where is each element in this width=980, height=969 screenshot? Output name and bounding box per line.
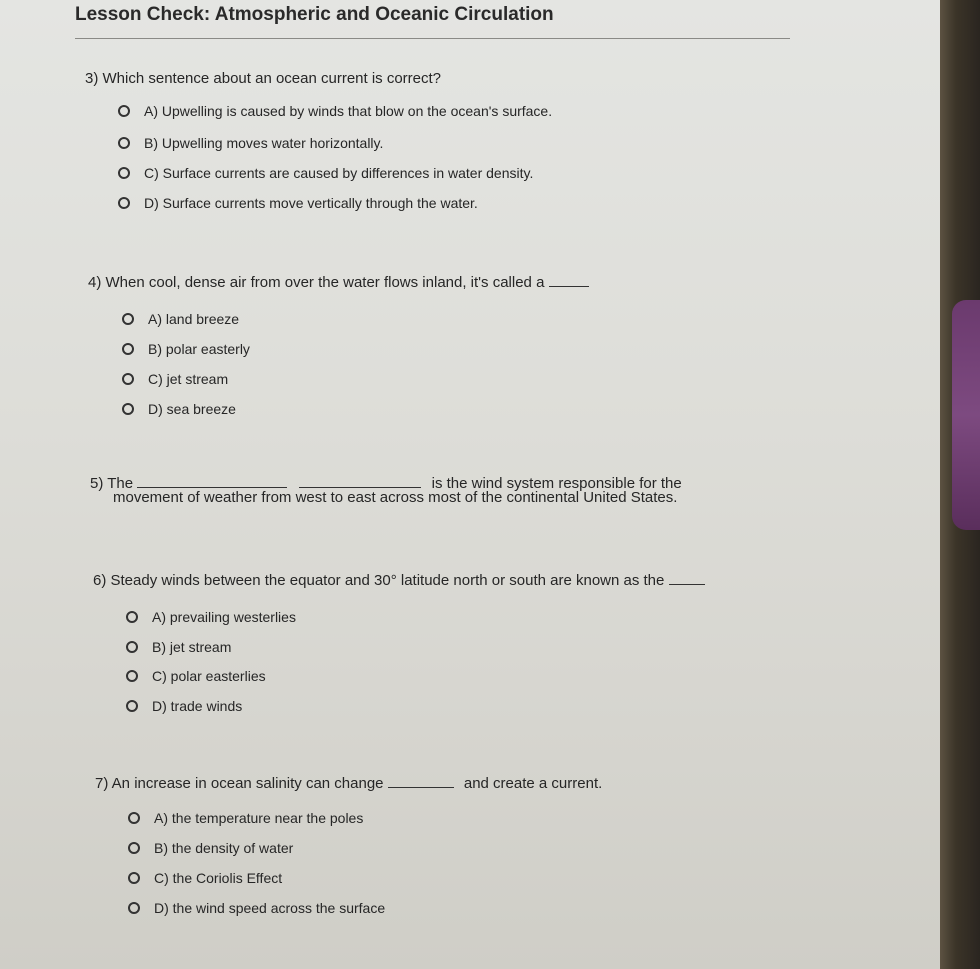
- question-4: [88, 272, 589, 291]
- answer-blank[interactable]: [137, 473, 287, 488]
- radio-button[interactable]: [118, 197, 130, 209]
- radio-button[interactable]: [128, 902, 140, 914]
- option-label: C) polar easterlies: [152, 668, 266, 684]
- option-label: A) Upwelling is caused by winds that blow on the ocean's surface.: [144, 103, 553, 119]
- q7-option-c[interactable]: [128, 870, 282, 886]
- q6-option-a[interactable]: [126, 609, 296, 625]
- question-7-suffix: and create a current.: [463, 775, 603, 792]
- q6-option-d[interactable]: [126, 698, 242, 714]
- option-label: A) prevailing westerlies: [152, 609, 296, 625]
- option-label: B) jet stream: [152, 639, 232, 655]
- option-label: D) trade winds: [152, 698, 243, 714]
- question-5-prefix: 5) The: [90, 475, 134, 492]
- answer-blank[interactable]: [549, 272, 589, 287]
- purple-object: [952, 300, 980, 530]
- radio-button[interactable]: [122, 343, 134, 355]
- radio-button[interactable]: [122, 373, 134, 385]
- question-7: [95, 773, 602, 792]
- q7-option-a[interactable]: [128, 810, 363, 826]
- option-label: D) the wind speed across the surface: [154, 900, 386, 916]
- q4-option-d[interactable]: [122, 401, 236, 417]
- q7-option-d[interactable]: [128, 900, 385, 916]
- option-label: C) the Coriolis Effect: [154, 870, 283, 886]
- option-label: C) jet stream: [148, 371, 229, 387]
- q3-option-a[interactable]: [118, 103, 552, 119]
- option-label: C) Surface currents are caused by differences in water density.: [144, 165, 534, 181]
- q3-option-d[interactable]: [118, 195, 478, 211]
- answer-blank[interactable]: [388, 773, 454, 788]
- radio-button[interactable]: [128, 842, 140, 854]
- q4-option-a[interactable]: [122, 311, 239, 327]
- question-5-suffix: is the wind system responsible for the: [431, 475, 682, 492]
- option-label: B) Upwelling moves water horizontally.: [144, 135, 384, 151]
- question-7-prefix: 7) An increase in ocean salinity can change: [95, 775, 384, 792]
- option-label: B) the density of water: [154, 840, 294, 856]
- title-divider: [75, 38, 790, 39]
- q6-option-c[interactable]: [126, 668, 266, 684]
- q7-option-b[interactable]: [128, 840, 293, 856]
- question-6: [93, 570, 705, 589]
- question-5-line-2: movement of weather from west to east across most of the continental United States.: [113, 489, 678, 506]
- radio-button[interactable]: [122, 403, 134, 415]
- option-label: A) land breeze: [148, 311, 240, 327]
- radio-button[interactable]: [128, 812, 140, 824]
- question-4-text: 4) When cool, dense air from over the water flows inland, it's called a: [88, 274, 545, 291]
- answer-blank[interactable]: [669, 570, 705, 585]
- option-label: B) polar easterly: [148, 341, 250, 357]
- option-label: D) Surface currents move vertically through the water.: [144, 195, 478, 211]
- radio-button[interactable]: [122, 313, 134, 325]
- question-3-text: 3) Which sentence about an ocean current is correct?: [85, 70, 442, 87]
- radio-button[interactable]: [126, 641, 138, 653]
- option-label: A) the temperature near the poles: [154, 810, 364, 826]
- page-title: Lesson Check: Atmospheric and Oceanic Circulation: [75, 4, 554, 25]
- radio-button[interactable]: [118, 167, 130, 179]
- answer-blank[interactable]: [299, 473, 421, 488]
- q4-option-c[interactable]: [122, 371, 228, 387]
- radio-button[interactable]: [126, 700, 138, 712]
- radio-button[interactable]: [126, 611, 138, 623]
- q4-option-b[interactable]: [122, 341, 250, 357]
- radio-button[interactable]: [118, 105, 130, 117]
- q3-option-b[interactable]: [118, 135, 383, 151]
- q6-option-b[interactable]: [126, 639, 231, 655]
- q3-option-c[interactable]: [118, 165, 533, 181]
- radio-button[interactable]: [118, 137, 130, 149]
- option-label: D) sea breeze: [148, 401, 236, 417]
- radio-button[interactable]: [126, 670, 138, 682]
- question-6-text: 6) Steady winds between the equator and 30° latitude north or south are known as the: [93, 572, 665, 589]
- radio-button[interactable]: [128, 872, 140, 884]
